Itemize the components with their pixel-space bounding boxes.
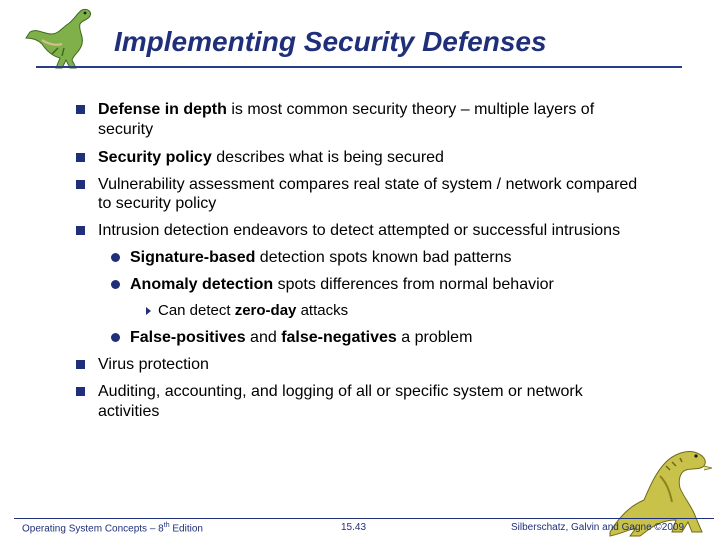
bullet-text: a problem: [396, 329, 473, 346]
bullet-defense-in-depth: [98, 101, 594, 119]
sub-bullet-anomaly-detection: [130, 276, 554, 294]
square-bullet-icon: [76, 180, 85, 189]
bullet-security-policy: [98, 149, 444, 167]
bullet-intrusion-detection: Intrusion detection endeavors to detect attempted or successful intrusions: [98, 222, 621, 239]
bullet-text: describes what is being secured: [211, 149, 444, 166]
square-bullet-icon: [76, 360, 85, 369]
sub-bullet-signature-based: [130, 249, 512, 267]
slide-title: Implementing Security Defenses: [114, 26, 547, 57]
term-defense-in-depth: Defense in depth: [98, 101, 227, 118]
circle-bullet-icon: [111, 333, 120, 342]
bullet-continuation: activities: [98, 403, 160, 420]
bullet-text: detection spots known bad patterns: [255, 249, 512, 266]
square-bullet-icon: [76, 105, 85, 114]
bullet-continuation: to security policy: [98, 195, 217, 212]
sub-sub-bullet-zero-day: [158, 302, 348, 320]
footer-page-number: 15.43: [341, 522, 367, 533]
triangle-bullet-icon: [146, 307, 151, 315]
bullet-text: Can detect: [158, 302, 235, 319]
term-signature-based: Signature-based: [130, 249, 256, 266]
footer-text: Edition: [169, 523, 203, 535]
term-false-positives: False-positives: [130, 329, 246, 346]
bullet-vulnerability-assessment: Vulnerability assessment compares real state of system / network compared: [98, 176, 638, 193]
bullet-text: attacks: [296, 302, 349, 319]
bullet-auditing: Auditing, accounting, and logging of all or specific system or network: [98, 383, 583, 400]
sub-bullet-false-positives: [130, 329, 472, 347]
bullet-continuation: security: [98, 121, 154, 138]
square-bullet-icon: [76, 153, 85, 162]
term-false-negatives: false-negatives: [281, 329, 397, 346]
term-security-policy: Security policy: [98, 149, 212, 166]
term-zero-day: zero-day: [234, 302, 297, 319]
footer-book-title: [22, 522, 203, 534]
term-anomaly-detection: Anomaly detection: [130, 276, 274, 293]
square-bullet-icon: [76, 387, 85, 396]
bullet-text: spots differences from normal behavior: [273, 276, 554, 293]
circle-bullet-icon: [111, 280, 120, 289]
footer-authors: Silberschatz, Galvin and Gagne ©2009: [511, 522, 685, 533]
footer-rule: [14, 518, 714, 519]
circle-bullet-icon: [111, 253, 120, 262]
bullet-text: and: [245, 329, 282, 346]
bullet-virus-protection: Virus protection: [98, 356, 209, 373]
footer-superscript: th: [163, 522, 170, 529]
square-bullet-icon: [76, 226, 85, 235]
bullet-text: is most common security theory – multiple layers of: [226, 101, 595, 118]
footer-text: Operating System Concepts – 8: [22, 523, 164, 535]
